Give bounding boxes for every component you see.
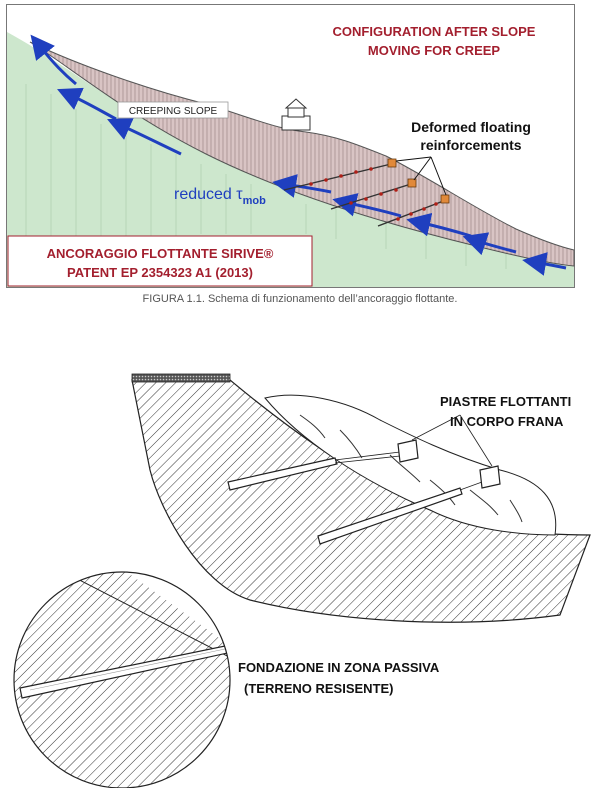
foundation-label-line-1: FONDAZIONE IN ZONA PASSIVA xyxy=(238,660,440,675)
patent-box-line-1: ANCORAGGIO FLOTTANTE SIRIVE® xyxy=(46,246,274,261)
patent-box-line-2: PATENT EP 2354323 A1 (2013) xyxy=(67,265,253,280)
reduced-tau-label: reduced $\tau_{mob}$ xyxy=(174,186,266,207)
creeping-slope-label: CREEPING SLOPE xyxy=(128,106,218,117)
figure-caption: FIGURA 1.1. Schema di funzionamento dell’ancoraggio flottante. xyxy=(142,293,458,305)
detail-circle-content xyxy=(10,560,250,788)
floating-anchor-section xyxy=(0,360,600,788)
plates-label-line-1: PIASTRE FLOTTANTI xyxy=(440,394,572,409)
header-line-2: MOVING FOR CREEP xyxy=(367,43,501,58)
top-surface-strip xyxy=(132,374,230,382)
deformed-line-2: reinforcements xyxy=(420,137,522,153)
plates-label-line-2: IN CORPO FRANA xyxy=(450,414,564,429)
slope-creep-diagram xyxy=(6,4,575,288)
deformed-line-1: Deformed floating xyxy=(411,119,531,135)
foundation-label-line-2: (TERRENO RESISENTE) xyxy=(244,681,394,696)
header-line-1: CONFIGURATION AFTER SLOPE xyxy=(332,24,536,39)
